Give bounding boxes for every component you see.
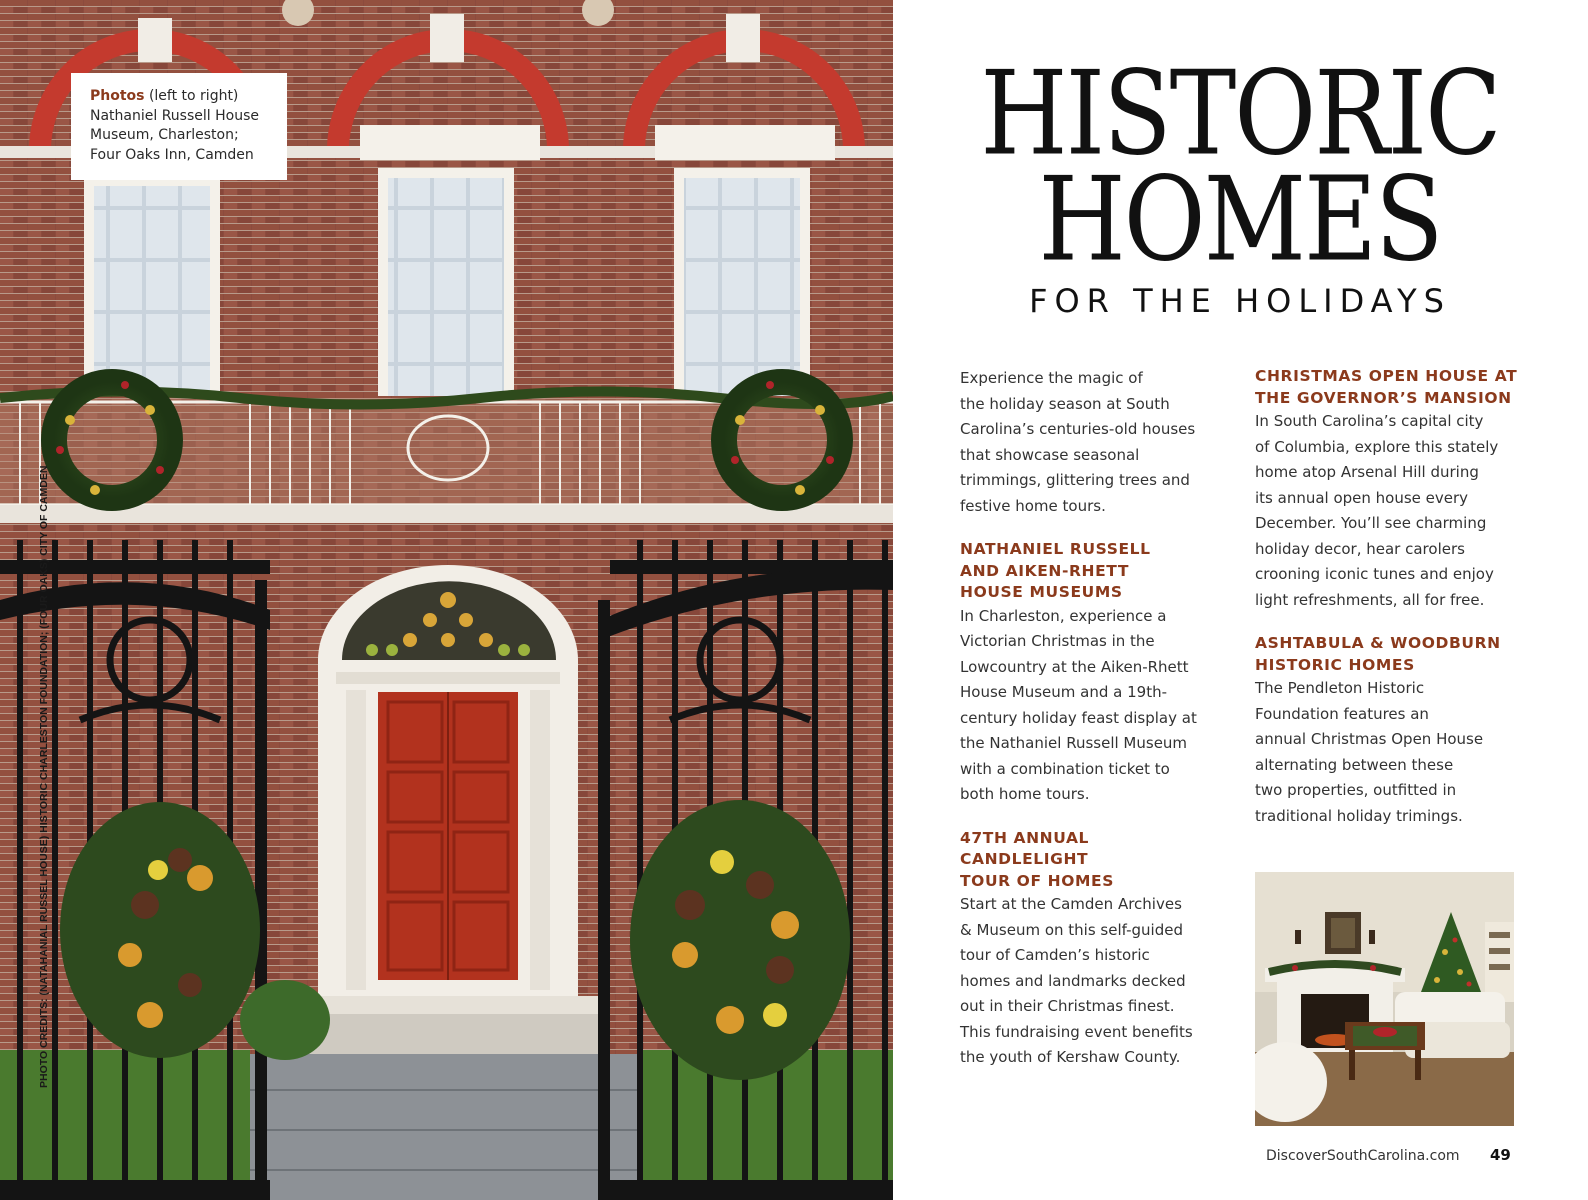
intro-paragraph: Experience the magic of the holiday season at South Carolina’s centuries-old houses that showcase seasonal trimmings, glittering trees and festive home tours.	[960, 369, 1196, 515]
living-room-image	[1255, 872, 1514, 1126]
title-homes: HOMES	[1038, 151, 1442, 288]
section-heading-candlelight-tour: 47TH ANNUAL CANDLELIGHT TOUR OF HOMES	[960, 828, 1114, 890]
caption-lead: Photos	[90, 88, 145, 104]
caption-qualifier: (left to right)	[144, 88, 239, 104]
stone-walkway	[200, 1054, 700, 1200]
section-heading-ashtabula-woodburn: ASHTABULA & WOODBURN HISTORIC HOMES	[1255, 634, 1501, 674]
section-body-candlelight-tour: Start at the Camden Archives & Museum on this self-guided tour of Camden’s historic homes and landmarks decked out in their Christmas finest. This fundraising event benefits the youth of Kershaw County.	[960, 895, 1193, 1066]
article-column-1	[960, 366, 1225, 1071]
article-column-2	[1255, 366, 1525, 829]
doorway	[318, 565, 578, 1000]
section-body-governors-mansion: In South Carolina’s capital city of Columbia, explore this stately home atop Arsenal Hill during its annual open house every December. You’ll see charming holiday decor, hear carolers crooning iconic tunes and enjoy light refreshments, all for free.	[1255, 412, 1499, 609]
section-body-russell-aiken: In Charleston, experience a Victorian Christmas in the Lowcountry at the Aiken-Rhett House Museum and a 19th- century holiday feast display at the Nathaniel Russell Museum with a combination ticket to both home tours.	[960, 606, 1197, 803]
footer-website: DiscoverSouthCarolina.com	[1266, 1148, 1460, 1164]
four-oaks-inn-photo	[1255, 872, 1514, 1126]
caption-line: Museum, Charleston;	[90, 127, 239, 143]
photo-credits: PHOTO CREDITS: (NATAHANIAL RUSSEL HOUSE) HISTORIC CHARLESTON FOUNDATION; (FOUR OAKS) CITY OF CAMDEN	[38, 465, 50, 1088]
photo-caption	[71, 73, 287, 180]
title-historic: HISTORIC	[980, 45, 1500, 182]
caption-line: Nathaniel Russell House	[90, 107, 259, 124]
section-body-ashtabula-woodburn: The Pendleton Historic Foundation features an annual Christmas Open House alternating between these two properties, outfitted in traditional holiday trimings.	[1255, 679, 1484, 825]
section-heading-russell-aiken: NATHANIEL RUSSELL AND AIKEN-RHETT HOUSE MUSEUMS	[960, 540, 1151, 601]
section-heading-governors-mansion: CHRISTMAS OPEN HOUSE AT THE GOVERNOR’S MANSION	[1255, 367, 1518, 407]
caption-line: Four Oaks Inn, Camden	[90, 146, 254, 163]
upper-windows	[84, 168, 810, 396]
page-number: 49	[1490, 1146, 1511, 1164]
subtitle: FOR THE HOLIDAYS	[1029, 282, 1451, 320]
